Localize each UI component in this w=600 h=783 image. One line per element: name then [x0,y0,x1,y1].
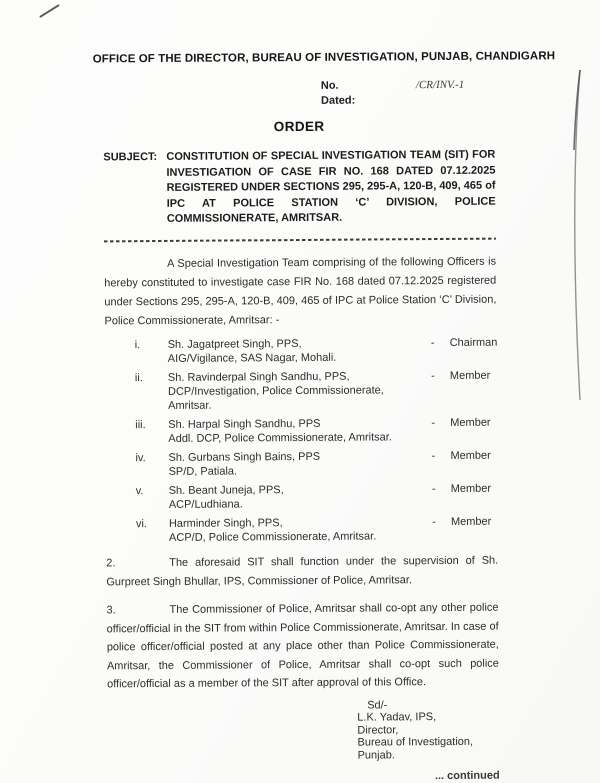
member-row-iv [135,449,497,480]
signatory-state: Punjab. [357,748,395,762]
reference-block [321,78,495,108]
member-designation-line: ACP/Ludhiana. [168,498,243,511]
member-role: Member [450,416,491,429]
member-numeral: vi. [135,518,147,531]
member-role: Member [449,369,491,382]
member-role: Member [450,482,492,495]
member-name-designation [168,416,418,446]
member-numeral: ii. [134,372,143,385]
paragraph-2-number: 2. [106,557,116,570]
member-numeral: iv. [135,452,146,465]
member-numeral: v. [135,485,144,498]
member-role: Member [450,515,492,528]
signatory-name: L.K. Yadav, IPS, [357,711,437,724]
member-name-line: Sh. Beant Juneja, PPS, [168,484,284,497]
signatory-organisation: Bureau of Investigation, [357,735,474,749]
paragraph-3 [106,599,499,694]
ref-no-value: /CR/INV.-1 [415,78,465,92]
member-numeral: i. [134,339,141,352]
signature-block [357,698,499,761]
signatory-designation: Director, [357,723,399,737]
member-name-designation [168,369,418,413]
paragraph-2-text: The aforesaid SIT shall function under the supervision of Sh. Gurpreet Singh Bhullar, IPS, Commissioner of Police, Amritsar. [106,554,499,589]
member-designation-line: AIG/Vigilance, SAS Nagar, Mohali. [167,351,337,365]
member-dash: - [432,516,436,529]
member-designation-line: SP/D, Patiala. [168,465,238,478]
member-name-line: Sh. Harpal Singh Sandhu, PPS [168,417,321,431]
continued-note: ... continued [434,769,500,783]
ref-dated-row [321,92,495,108]
member-dash: - [431,483,436,496]
member-name-line: Sh. Jagatpreet Singh, PPS, [167,337,302,351]
member-row-i [135,336,497,367]
member-dash: - [430,337,435,350]
member-numeral: iii. [135,419,146,432]
paragraph-1: A Special Investigation Team comprising of the following Officers is hereby constituted to investigate case FIR No. 168 dated 07.12.2025 registered under Sections 295, 295-A, 120-B, 409, 465 of IPC at Police Station ‘C’ Division, Police Commissionerate, Amritsar: - [104,255,497,328]
ref-no-label: No. [320,79,339,92]
ref-dated-label: Dated: [320,94,356,107]
member-row-v [136,482,498,513]
ref-no-row [321,78,495,94]
subject-block [103,148,496,228]
member-name-designation [169,515,419,545]
member-row-ii [135,369,497,414]
member-name-line: Harminder Singh, PPS, [168,517,283,530]
member-name-designation [169,482,419,512]
paragraph-3-number: 3. [106,604,116,617]
dashed-separator [104,237,496,242]
member-name-designation [168,336,418,366]
member-dash: - [431,450,436,463]
member-name-line: Sh. Ravinderpal Singh Sandhu, PPS, [167,370,350,384]
member-designation-line: ACP/D, Police Commissionerate, Amritsar. [168,530,377,544]
member-row-vi [136,515,498,546]
member-name-designation [168,449,418,479]
member-role: Chairman [449,336,498,349]
office-header: OFFICE OF THE DIRECTOR, BUREAU OF INVESTIGATION, PUNJAB, CHANDIGARH [92,50,556,66]
sit-members-list [135,336,498,546]
member-name-line: Sh. Gurbans Singh Bains, PPS [168,450,321,464]
subject-label: SUBJECT: [103,150,158,164]
member-designation-line: Addl. DCP, Police Commissionerate, Amritsar. [168,431,392,445]
paragraph-2 [106,552,498,593]
member-dash: - [431,417,436,430]
signature-sd: Sd/- [367,698,388,712]
paragraph-3-text: The Commissioner of Police, Amritsar shall co-opt any other police officer/official in the SIT from within Police Commissionerate, Amritsar. In case of police officer/official posted at any place other than Police Commissionerate, Amritsar, the Commissioner of Police, Amritsar shall co-opt such police officer/official as a member of the SIT after approval of this Office. [106,601,499,691]
member-role: Member [450,449,491,462]
order-title: ORDER [273,118,325,135]
subject-text: CONSTITUTION OF SPECIAL INVESTIGATION TEAM (SIT) FOR INVESTIGATION OF CASE FIR NO. 168 DATED 07.12.2025 REGISTERED UNDER SECTIONS 295, 295-A, 120-B, 409, 465 of IPC AT POLICE STATION ‘C’ DIVISION, POLICE COMMISSIONERATE, AMRITSAR. [166,148,496,225]
member-designation-line: DCP/Investigation, Police Commissionerate, Amritsar. [167,384,384,412]
member-dash: - [431,370,435,383]
member-row-iii [135,416,497,447]
